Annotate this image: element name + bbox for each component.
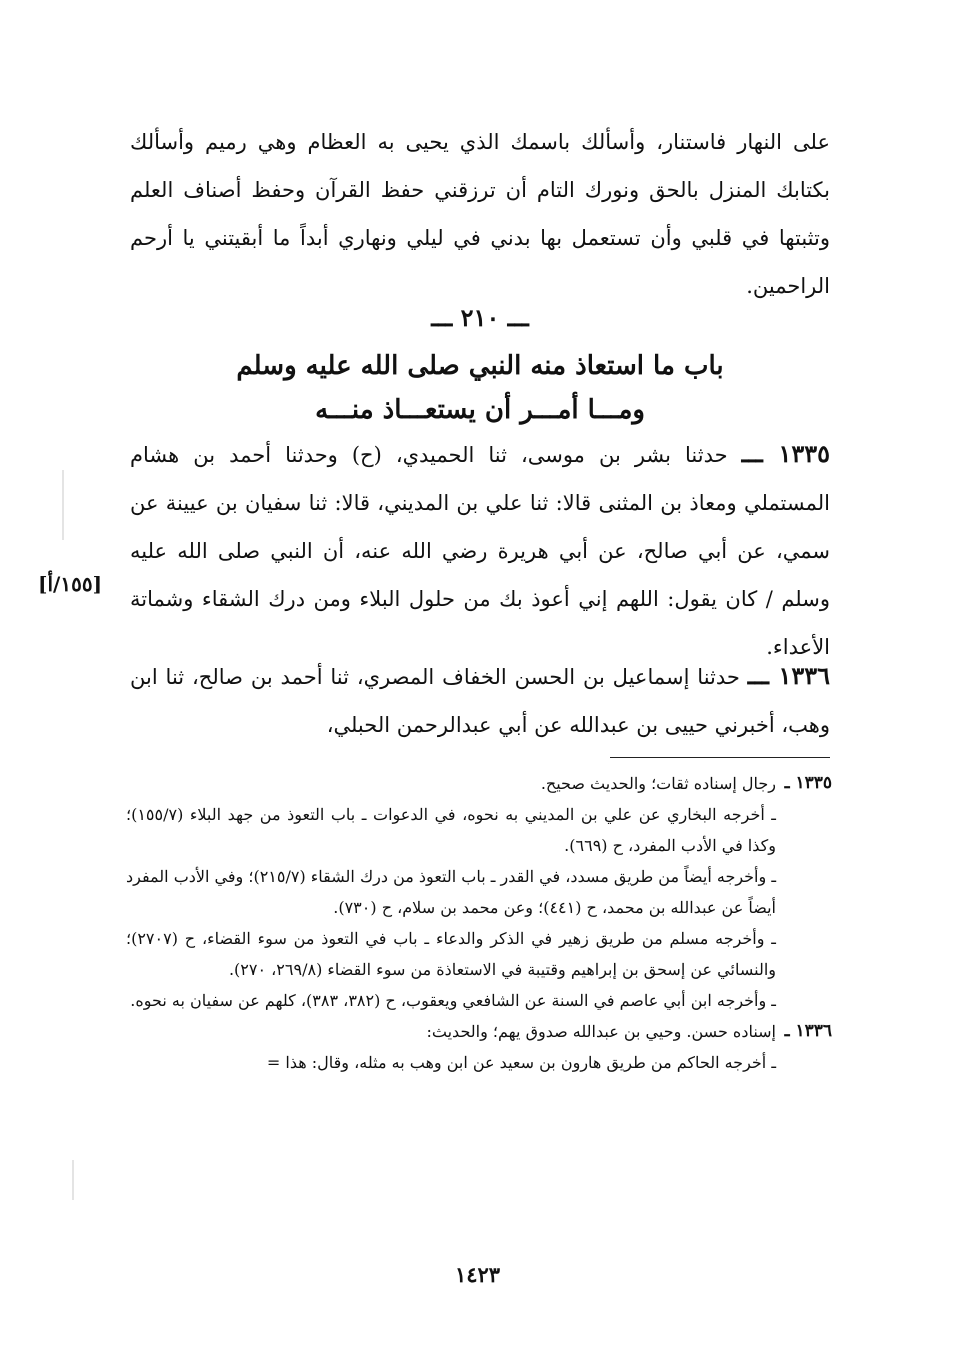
scan-edge-mark bbox=[62, 470, 64, 540]
scan-edge-mark bbox=[72, 1160, 74, 1200]
hadith-text: حدثنا بشر بن موسى، ثنا الحميدي، (ح) وحدثنا أحمد بن هشام المستملي ومعاذ بن المثنى قالا: ثنا علي بن المديني، قالا: ثنا سفيان بن عيينة عن سمي، عن أبي صالح، عن أبي هريرة رضي الله عنه، أن النبي صلى الله عليه وسلم / كان يقول: اللهم إني أعوذ بك من حلول البلاء ومن درك الشقاء وشماتة الأعداء. bbox=[130, 443, 830, 659]
intro-paragraph: على النهار فاستنار، وأسألك باسمك الذي يحيى به العظام وهي رميم وأسألك بكتابك المنزل بالحق ونورك التام أن ترزقني حفظ القرآن وحفظ أصناف العلم وتثبتها في قلبي وأن تستعمل بها بدني في ليلي ونهاري أبداً ما أبقيتني يا أرحم الراحمين. bbox=[130, 130, 830, 298]
footnote-lead: إسناده حسن. وحيي بن عبدالله صدوق يهم؛ والحديث: bbox=[426, 1022, 776, 1041]
chapter-title bbox=[130, 344, 830, 432]
section-number: ـــ ٢١٠ ـــ bbox=[431, 303, 529, 332]
chapter-title-line-1: باب ما استعاذ منه النبي صلى الله عليه وسلم bbox=[236, 351, 724, 381]
footnote-item: ـ أخرجه البخاري عن علي بن المديني به نحوه، في الدعوات ـ باب التعوذ من جهد البلاء (١٥٥/٧)؛ وكذا في الأدب المفرد، ح (٦٦٩). bbox=[126, 805, 776, 855]
hadith-number: ١٣٣٦ ـــ bbox=[747, 661, 830, 690]
footnote-item: ـ وأخرجه ابن أبي عاصم في السنة عن الشافعي ويعقوب، ح (٣٨٢، ٣٨٣)، كلهم عن سفيان به نحوه. bbox=[130, 991, 776, 1010]
hadith-1336 bbox=[130, 652, 830, 749]
footnote-item: ـ أخرجه الحاكم من طريق هارون بن سعيد عن ابن وهب به مثله، وقال: هذا = bbox=[266, 1053, 776, 1072]
page-number: ١٤٢٣ bbox=[454, 1262, 501, 1287]
hadith-text: حدثنا إسماعيل بن الحسن الخفاف المصري، ثنا أحمد بن صالح، ثنا ابن وهب، أخبرني حييى بن عبدالله عن أبي عبدالرحمن الحبلي، bbox=[130, 665, 830, 737]
hadith-1335 bbox=[130, 430, 830, 671]
footnote-lead: رجال إسناده ثقات؛ والحديث صحيح. bbox=[540, 774, 776, 793]
footnote-item: ـ وأخرجه أيضاً من طريق مسدد، في القدر ـ باب التعوذ من درك الشقاء (٢١٥/٧)؛ وفي الأدب المفرد أيضاً عن عبدالله بن محمد، ح (٤٤١)؛ وعن محمد بن سلام، ح (٧٣٠). bbox=[126, 867, 777, 917]
footnote-number: ١٣٣٦ ـ bbox=[784, 1021, 832, 1041]
footnote-1336 bbox=[126, 1016, 832, 1047]
footnote-item: ـ وأخرجه مسلم من طريق زهير في الذكر والدعاء ـ باب في التعوذ من سوء القضاء، ح (٢٧٠٧)؛ والنسائي عن إسحق بن إبراهيم وقتيبة في الاستعاذة من سوء القضاء (٢٦٩/٨، ٢٧٠). bbox=[126, 929, 776, 979]
chapter-title-line-2: ومـــا أمـــر أن يستعـــاذ منـــه bbox=[315, 395, 645, 425]
manuscript-folio-reference: [١٥٥/أ] bbox=[38, 572, 103, 596]
footnote-separator bbox=[610, 757, 830, 758]
footnotes bbox=[126, 768, 832, 1078]
hadith-number: ١٣٣٥ ـــ bbox=[741, 439, 830, 468]
footnote-number: ١٣٣٥ ـ bbox=[784, 773, 832, 793]
footnote-1335 bbox=[126, 768, 832, 799]
